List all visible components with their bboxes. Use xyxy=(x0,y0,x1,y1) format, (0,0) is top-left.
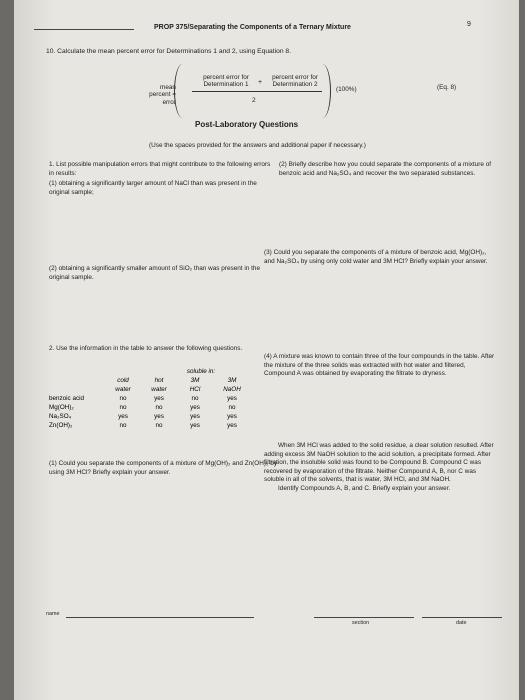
numerator-term-1: percent error for Determination 1 xyxy=(203,74,249,88)
question-1: 1. List possible manipulation errors that might contribute to the following errors in results: xyxy=(49,161,271,177)
question-2: 2. Use the information in the table to answer the following questions. xyxy=(49,345,243,352)
question-1-part-2-left: (2) obtaining a significantly smaller amount of SiO₂ than was present in the original sample. xyxy=(49,265,260,281)
plus-sign: + xyxy=(258,79,263,86)
page-header: PROP 375/Separating the Components of a Ternary Mixture xyxy=(154,24,351,31)
section-label: section xyxy=(352,620,370,626)
percent-factor: (100%) xyxy=(336,86,357,93)
question-2-part-4: (4) A mixture was known to contain three of the four compounds in the table. After the mixture of the three solids was extracted with hot water and filtered, Compound A was obtained by evaporating the filtrate to dryness. xyxy=(264,353,495,377)
question-10: 10. Calculate the mean percent error for Determinations 1 and 2, using Equation 8. xyxy=(46,48,291,55)
left-parenthesis xyxy=(174,64,191,118)
date-label: date xyxy=(456,620,467,626)
name-field-line xyxy=(66,617,254,618)
question-1-part-3: (3) Could you separate the components of a mixture of benzoic acid, Mg(OH)₂, and Na₂SO₄ by using only cold water and 3M HCl? Briefly explain your answer. xyxy=(264,249,488,265)
table-row: Na₂SO₄ yes yes yes yes xyxy=(49,413,237,420)
question-1-part-2-right: (2) Briefly describe how you could separate the components of a mixture of benzoic acid and Na₂SO₄ and recover the two separated substances. xyxy=(279,161,492,177)
question-1-part-1: (1) obtaining a significantly larger amount of NaCl than was present in the original sample; xyxy=(49,180,257,196)
fraction-bar xyxy=(192,91,322,92)
question-2-part-4-continued: When 3M HCl was added to the solid residue, a clear solution resulted. After adding excess 3M NaOH solution to the acid solution, a precipitate formed. After filtration, the insoluble solid was found to be Compound B. Compound C was recovered by evaporation of the filtrate. Neither Compound A, B, nor C was soluble in all of the solvents, that is water, 3M HCl, and 3M NaOH. Identify Compounds A, B, and C. Briefly explain your answer. xyxy=(264,442,494,492)
numerator-term-2: percent error for Determination 2 xyxy=(272,74,318,88)
table-row: Zn(OH)₂ no no yes yes xyxy=(49,422,237,429)
right-parenthesis xyxy=(314,64,331,118)
date-field-line xyxy=(422,617,502,618)
table-row: Mg(OH)₂ no no yes no xyxy=(49,404,236,411)
equation-lhs: mean percent = error xyxy=(149,84,176,106)
page-number: 9 xyxy=(467,21,471,28)
name-label: name xyxy=(46,611,60,617)
worksheet-page xyxy=(14,0,519,700)
question-2-part-1: (1) Could you separate the components of a mixture of Mg(OH)₂ and Zn(OH)₂ by using 3M HCl? Briefly explain your answer. xyxy=(49,460,278,476)
table-caption-row xyxy=(49,366,251,375)
denominator: 2 xyxy=(252,97,256,104)
table-header-top: cold hot 3M 3M xyxy=(117,377,237,384)
section-field-line xyxy=(314,617,414,618)
table-row: benzoic acid no yes no yes xyxy=(49,395,237,402)
table-header-bottom: water water HCl NaOH xyxy=(115,386,241,393)
solubility-table xyxy=(49,366,251,429)
equation-label: (Eq. 8) xyxy=(437,84,457,91)
instructions: (Use the spaces provided for the answers and additional paper if necessary.) xyxy=(149,142,366,149)
top-rule xyxy=(34,29,134,30)
section-title: Post-Laboratory Questions xyxy=(195,120,299,129)
soluble-in-label: soluble in: xyxy=(186,368,216,375)
